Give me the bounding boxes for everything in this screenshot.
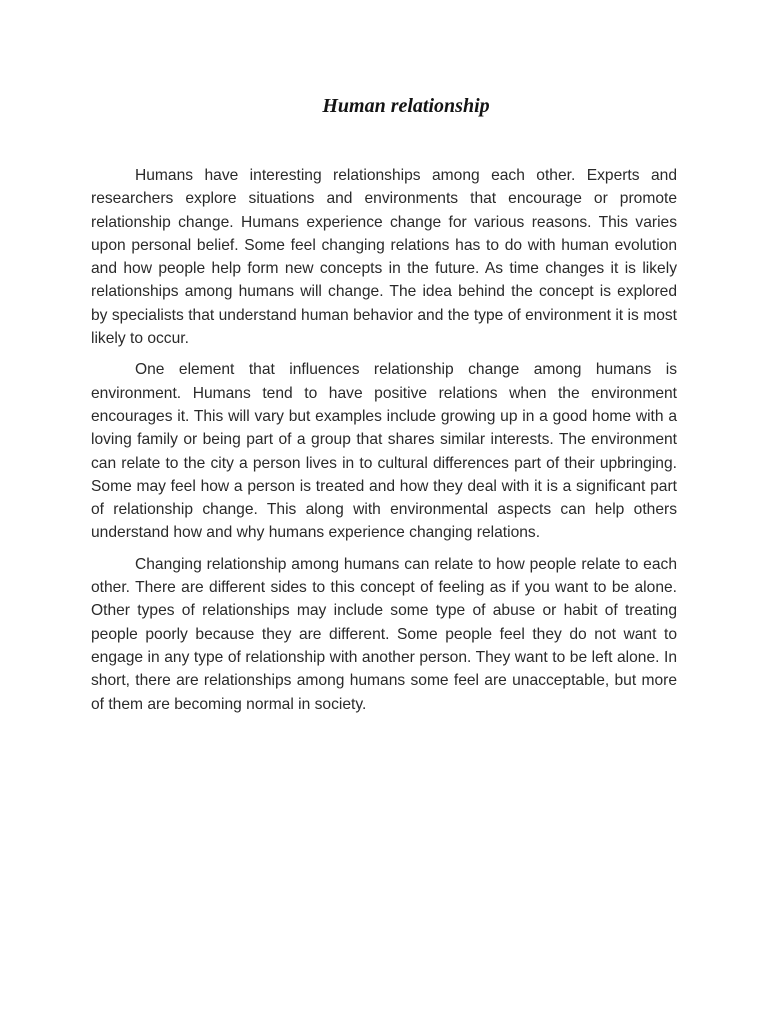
paragraph: One element that influences relationship change among humans is environment. Humans tend to have positive relations when the environment encourages it. This will vary but examples include growing up in a good home with a loving family or being part of a group that shares similar interests. The environment can relate to the city a person lives in to cultural differences part of their upbringing. Some may feel how a person is treated and how they deal with it is a significant part of relationship change. This along with environmental aspects can help others understand how and why humans experience changing relations. <box>91 361 677 542</box>
document-body <box>91 164 677 724</box>
document-title: Human relationship <box>322 95 490 117</box>
paragraph: Humans have interesting relationships among each other. Experts and researchers explore situations and environments that encourage or promote relationship change. Humans experience change for various reasons. This varies upon personal belief. Some feel changing relations has to do with human evolution and how people help form new concepts in the future. As time changes it is likely relationships among humans will change. The idea behind the concept is explored by specialists that understand human behavior and the type of environment it is most likely to occur. <box>91 167 677 348</box>
paragraph: Changing relationship among humans can relate to how people relate to each other. There are different sides to this concept of feeling as if you want to be alone. Other types of relationships may include some type of abuse or habit of treating people poorly because they are different. Some people feel they do not want to engage in any type of relationship with another person. They want to be left alone. In short, there are relationships among humans some feel are unacceptable, but more of them are becoming normal in society. <box>91 555 677 713</box>
